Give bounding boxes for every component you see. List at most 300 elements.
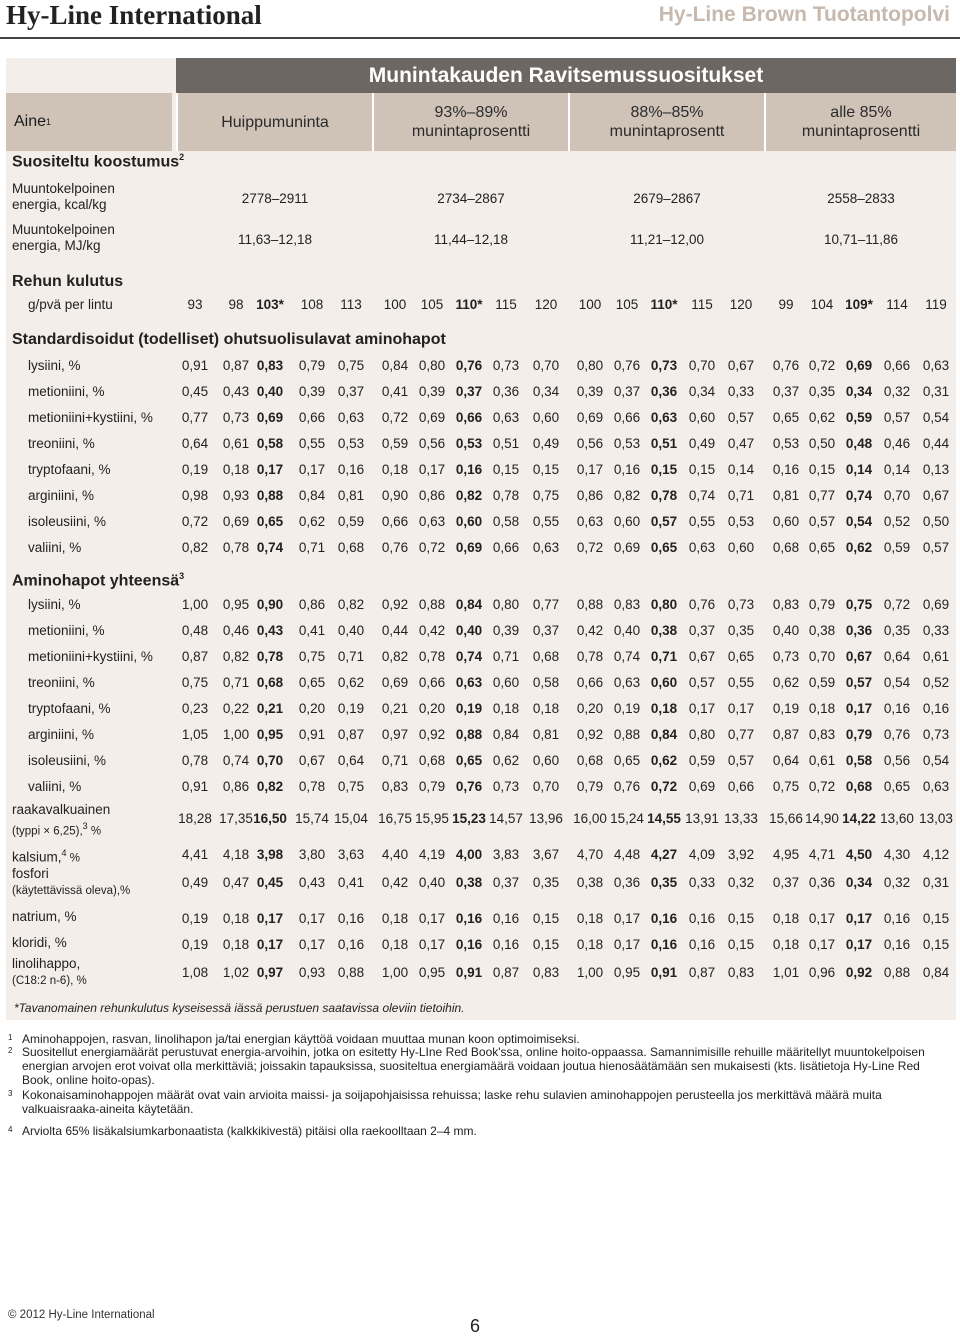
table-cell: 0,37 [613,384,641,399]
table-cell: 0,18 [222,937,250,952]
table-cell: 3,63 [337,847,365,862]
table-cell: 0,46 [883,436,911,451]
table-cell: 0,34 [845,875,873,890]
table-cell: 0,77 [181,410,209,425]
table-cell: 0,19 [613,701,641,716]
table-cell: 0,40 [772,623,800,638]
table-cell: 0,82 [256,779,284,794]
table-cell: 0,35 [650,875,678,890]
aine-sup: 1 [46,117,52,127]
table-cell: 0,76 [613,358,641,373]
table-cell: 0,57 [727,753,755,768]
table-cell: 0,66 [492,540,520,555]
energy-value: 11,21–12,00 [629,232,705,247]
header-rule [0,37,960,39]
table-cell: 0,78 [650,488,678,503]
table-cell: 0,60 [492,675,520,690]
table-cell: 1,00 [181,597,209,612]
footnote-mark: 3 [8,1089,13,1098]
table-cell: 0,61 [922,649,950,664]
table-cell: 0,76 [772,358,800,373]
table-cell: 0,84 [492,727,520,742]
table-cell: 0,17 [418,911,446,926]
table-cell: 0,95 [256,727,284,742]
table-cell: 0,71 [337,649,365,664]
table-cell: 0,52 [922,675,950,690]
table-cell: 0,18 [808,701,836,716]
feed-value: 110* [650,297,678,312]
table-cell: 0,51 [492,436,520,451]
table-cell: 0,62 [337,675,365,690]
table-cell: 0,62 [298,514,326,529]
table-cell: 13,96 [529,811,563,826]
column-header-line2: munintaprosentti [801,123,921,140]
feed-value: 115 [691,297,713,312]
table-cell: 0,20 [418,701,446,716]
table-cell: 0,80 [418,358,446,373]
table-cell: 0,84 [455,597,483,612]
table-cell: 0,73 [650,358,678,373]
table-cell: 0,72 [181,514,209,529]
table-cell: 0,80 [492,597,520,612]
energy-row-label: Muuntokelpoinen energia, kcal/kg [12,181,115,212]
table-cell: 0,16 [688,911,716,926]
table-cell: 0,76 [688,597,716,612]
table-cell: 0,75 [181,675,209,690]
table-cell: 0,16 [492,937,520,952]
table-cell: 0,63 [576,514,604,529]
table-cell: 0,17 [808,911,836,926]
table-cell: 1,00 [576,965,604,980]
table-cell: 0,78 [576,649,604,664]
table-cell: 0,23 [181,701,209,716]
table-cell: 0,73 [222,410,250,425]
table-cell: 0,19 [181,911,209,926]
table-cell: 15,74 [295,811,329,826]
table-cell: 0,49 [181,875,209,890]
table-cell: 0,77 [532,597,560,612]
table-cell: 0,39 [418,384,446,399]
table-cell: 0,66 [298,410,326,425]
table-cell: 0,76 [381,540,409,555]
table-cell: 0,63 [922,358,950,373]
table-cell: 0,62 [492,753,520,768]
footnote-text: Aminohappojen, rasvan, linolihapon ja/tai energian käyttöä voidaan muuttaa munan koon optimoimiseksi. [22,1032,580,1046]
standard-row-label: metioniini, % [28,384,105,399]
table-cell: 0,60 [727,540,755,555]
table-cell: 0,59 [883,540,911,555]
table-cell: 0,76 [613,779,641,794]
table-cell: 14,90 [805,811,839,826]
table-cell: 0,19 [772,701,800,716]
table-cell: 0,18 [381,911,409,926]
table-cell: 0,66 [381,514,409,529]
table-cell: 0,72 [576,540,604,555]
table-cell: 4,41 [181,847,209,862]
table-cell: 0,66 [418,675,446,690]
table-cell: 0,55 [532,514,560,529]
table-cell: 0,72 [418,540,446,555]
table-cell: 0,64 [772,753,800,768]
table-cell: 0,59 [845,410,873,425]
table-cell: 0,60 [455,514,483,529]
table-cell: 0,36 [845,623,873,638]
table-cell: 0,64 [337,753,365,768]
section-standard: Standardisoidut (todelliset) ohutsuolisulavat aminohapot [12,331,446,348]
table-cell: 0,87 [181,649,209,664]
table-cell: 0,68 [532,649,560,664]
feed-value: 110* [455,297,483,312]
table-cell: 0,45 [256,875,284,890]
table-cell: 0,16 [613,462,641,477]
table-cell: 0,63 [418,514,446,529]
table-cell: 0,93 [222,488,250,503]
total-row-label: metioniini+kystiini, % [28,649,153,664]
table-cell: 0,36 [492,384,520,399]
table-cell: 15,95 [415,811,449,826]
table-cell: 0,55 [688,514,716,529]
table-cell: 0,83 [613,597,641,612]
table-cell: 0,37 [337,384,365,399]
footnote-4 [8,1124,948,1138]
table-cell: 0,17 [298,937,326,952]
table-cell: 0,15 [492,462,520,477]
table-cell: 0,36 [613,875,641,890]
feed-value: 120 [534,297,558,312]
table-cell: 0,79 [845,727,873,742]
table-cell: 0,17 [298,911,326,926]
table-cell: 0,57 [688,675,716,690]
table-cell: 1,00 [381,965,409,980]
table-cell: 14,22 [842,811,876,826]
table-cell: 0,71 [492,649,520,664]
table-cell: 0,69 [418,410,446,425]
table-cell: 0,37 [772,875,800,890]
table-cell: 0,72 [808,779,836,794]
table-cell: 0,17 [418,462,446,477]
table-cell: 0,35 [532,875,560,890]
table-cell: 0,48 [181,623,209,638]
table-cell: 0,72 [808,358,836,373]
table-cell: 0,18 [381,462,409,477]
table-cell: 0,66 [455,410,483,425]
table-cell: 0,70 [532,358,560,373]
table-cell: 0,65 [808,540,836,555]
table-cell: 0,62 [845,540,873,555]
table-cell: 0,17 [845,937,873,952]
table-cell: 0,56 [576,436,604,451]
table-cell: 0,62 [772,675,800,690]
footnote-text: Kokonaisaminohappojen määrät ovat vain arvioita maissi- ja soijapohjaisissa rehuissa; laske rehu sulavien aminohappojen perusteella jos merkittävä määrä muita valkuaisraaka-aineita käytetään. [22,1088,882,1116]
table-cell: 0,67 [845,649,873,664]
other-row-label: fosfori (käytettävissä oleva),% [12,866,131,897]
table-cell: 13,60 [880,811,914,826]
table-cell: 0,38 [576,875,604,890]
feed-value: 93 [187,297,203,312]
energy-value: 11,44–12,18 [433,232,509,247]
total-row-label: isoleusiini, % [28,753,107,768]
table-cell: 0,54 [922,410,950,425]
table-cell: 0,75 [845,597,873,612]
table-cell: 0,53 [455,436,483,451]
table-cell: 0,18 [772,911,800,926]
table-cell: 0,34 [532,384,560,399]
table-cell: 0,83 [532,965,560,980]
table-cell: 0,60 [613,514,641,529]
table-cell: 0,82 [381,649,409,664]
table-cell: 0,83 [381,779,409,794]
table-cell: 0,79 [418,779,446,794]
total-row-label: tryptofaani, % [28,701,111,716]
table-cell: 0,88 [613,727,641,742]
table-cell: 0,18 [576,911,604,926]
standard-row-label: valiini, % [28,540,82,555]
table-cell: 0,32 [883,384,911,399]
table-cell: 0,59 [381,436,409,451]
table-cell: 0,41 [381,384,409,399]
table-cell: 0,21 [381,701,409,716]
table-cell: 0,37 [492,875,520,890]
table-cell: 0,70 [256,753,284,768]
table-cell: 0,69 [845,358,873,373]
table-cell: 0,37 [455,384,483,399]
table-cell: 16,00 [573,811,607,826]
column-header-line1: alle 85% [830,104,892,121]
total-row-label: arginiini, % [28,727,95,742]
section-kulutus: Rehun kulutus [12,273,124,290]
table-cell: 0,45 [181,384,209,399]
table-cell: 0,32 [727,875,755,890]
table-cell: 0,87 [772,727,800,742]
table-cell: 0,59 [337,514,365,529]
table-cell: 0,34 [688,384,716,399]
table-cell: 0,92 [418,727,446,742]
table-cell: 0,97 [256,965,284,980]
footnote-3 [8,1088,948,1116]
standard-row-label: metioniini+kystiini, % [28,410,153,425]
table-cell: 0,83 [772,597,800,612]
table-cell: 4,09 [688,847,716,862]
footnote-mark: 1 [8,1033,13,1042]
table-cell: 0,76 [883,727,911,742]
table-cell: 0,58 [845,753,873,768]
table-cell: 0,65 [772,410,800,425]
table-cell: 3,80 [298,847,326,862]
table-cell: 0,63 [922,779,950,794]
table-cell: 0,83 [808,727,836,742]
table-cell: 0,80 [650,597,678,612]
table-cell: 0,62 [808,410,836,425]
other-row-label: kloridi, % [12,935,67,950]
table-cell: 0,51 [650,436,678,451]
table-cell: 0,56 [418,436,446,451]
table-cell: 0,82 [455,488,483,503]
table-cell: 0,69 [381,675,409,690]
table-cell: 0,92 [381,597,409,612]
table-cell: 0,78 [418,649,446,664]
table-cell: 0,58 [256,436,284,451]
table-cell: 0,40 [613,623,641,638]
table-cell: 0,91 [181,358,209,373]
total-row-label: metioniini, % [28,623,105,638]
feed-value: 103* [256,297,284,312]
energy-value: 10,71–11,86 [823,232,899,247]
table-cell: 3,92 [727,847,755,862]
table-cell: 0,35 [883,623,911,638]
table-cell: 0,86 [222,779,250,794]
table-cell: 0,14 [845,462,873,477]
table-cell: 3,67 [532,847,560,862]
table-title: Munintakauden Ravitsemussuositukset [176,58,956,93]
table-cell: 0,18 [772,937,800,952]
table-cell: 0,19 [181,462,209,477]
feed-value: 109* [845,297,873,312]
table-cell: 0,97 [381,727,409,742]
table-cell: 0,57 [727,410,755,425]
table-cell: 0,69 [922,597,950,612]
table-cell: 0,71 [650,649,678,664]
table-cell: 0,92 [576,727,604,742]
table-cell: 0,75 [532,488,560,503]
table-cell: 0,91 [298,727,326,742]
feed-value: 113 [340,297,362,312]
column-separator [568,93,570,151]
table-cell: 0,88 [418,597,446,612]
table-cell: 0,88 [337,965,365,980]
table-cell: 0,16 [337,911,365,926]
table-cell: 1,05 [181,727,209,742]
table-cell: 0,66 [576,675,604,690]
table-cell: 0,93 [298,965,326,980]
table-cell: 3,83 [492,847,520,862]
table-cell: 0,63 [337,410,365,425]
table-cell: 0,17 [808,937,836,952]
table-cell: 0,57 [808,514,836,529]
table-cell: 13,03 [919,811,953,826]
table-cell: 0,71 [298,540,326,555]
column-header-2 [374,93,568,151]
table-cell: 0,78 [256,649,284,664]
table-cell: 0,34 [845,384,873,399]
table-cell: 0,54 [883,675,911,690]
feed-value: 119 [925,297,947,312]
table-cell: 0,78 [181,753,209,768]
table-cell: 0,92 [845,965,873,980]
feed-row-label: g/pvä per lintu [28,297,113,312]
aine-label: Aine [14,113,47,130]
table-cell: 18,28 [178,811,212,826]
table-cell: 0,78 [298,779,326,794]
table-cell: 0,43 [256,623,284,638]
other-row-label: linolihappo, (C18:2 n-6), % [12,956,87,987]
table-cell: 0,18 [222,462,250,477]
table-cell: 0,40 [455,623,483,638]
table-cell: 0,65 [298,675,326,690]
table-cell: 16,50 [253,811,287,826]
table-cell: 0,69 [576,410,604,425]
table-cell: 0,48 [845,436,873,451]
column-separator [372,93,374,151]
table-cell: 0,39 [576,384,604,399]
table-cell: 0,75 [298,649,326,664]
table-cell: 0,81 [532,727,560,742]
table-cell: 0,18 [532,701,560,716]
table-cell: 0,82 [613,488,641,503]
table-cell: 0,73 [727,597,755,612]
table-cell: 0,19 [337,701,365,716]
table-cell: 0,67 [922,488,950,503]
table-cell: 0,64 [181,436,209,451]
table-cell: 0,15 [532,911,560,926]
table-cell: 0,84 [650,727,678,742]
table-cell: 0,59 [688,753,716,768]
table-cell: 0,63 [650,410,678,425]
table-cell: 0,49 [532,436,560,451]
table-cell: 0,16 [337,462,365,477]
table-cell: 0,86 [418,488,446,503]
table-cell: 0,53 [613,436,641,451]
table-cell: 0,71 [727,488,755,503]
table-cell: 0,95 [613,965,641,980]
energy-value: 11,63–12,18 [237,232,313,247]
table-cell: 0,15 [808,462,836,477]
table-cell: 0,79 [808,597,836,612]
table-cell: 0,16 [772,462,800,477]
table-cell: 0,84 [922,965,950,980]
table-cell: 0,83 [256,358,284,373]
table-cell: 0,71 [222,675,250,690]
table-cell: 0,63 [492,410,520,425]
column-header-3 [570,93,764,151]
feed-value: 114 [886,297,908,312]
energy-value: 2558–2833 [827,191,895,206]
table-cell: 0,52 [883,514,911,529]
table-cell: 0,71 [381,753,409,768]
table-cell: 0,77 [808,488,836,503]
table-cell: 0,54 [922,753,950,768]
table-cell: 0,70 [808,649,836,664]
table-cell: 0,95 [418,965,446,980]
table-cell: 0,70 [532,779,560,794]
table-cell: 0,15 [688,462,716,477]
table-cell: 0,66 [613,410,641,425]
energy-value: 2679–2867 [633,191,701,206]
table-cell: 0,17 [845,911,873,926]
table-cell: 0,74 [455,649,483,664]
energy-row-label: Muuntokelpoinen energia, MJ/kg [12,222,115,253]
table-cell: 0,16 [688,937,716,952]
table-cell: 0,37 [688,623,716,638]
table-cell: 4,70 [576,847,604,862]
table-cell: 0,90 [381,488,409,503]
table-cell: 0,40 [418,875,446,890]
column-header-1 [178,93,372,151]
table-cell: 0,44 [381,623,409,638]
table-cell: 17,35 [219,811,253,826]
table-cell: 0,19 [181,937,209,952]
standard-row-label: isoleusiini, % [28,514,107,529]
table-cell: 0,82 [337,597,365,612]
table-cell: 0,73 [772,649,800,664]
table-cell: 0,75 [337,779,365,794]
table-cell: 0,17 [576,462,604,477]
table-cell: 0,67 [727,358,755,373]
feed-value: 120 [729,297,753,312]
table-cell: 0,87 [688,965,716,980]
table-cell: 4,95 [772,847,800,862]
table-cell: 0,87 [492,965,520,980]
table-cell: 0,53 [727,514,755,529]
